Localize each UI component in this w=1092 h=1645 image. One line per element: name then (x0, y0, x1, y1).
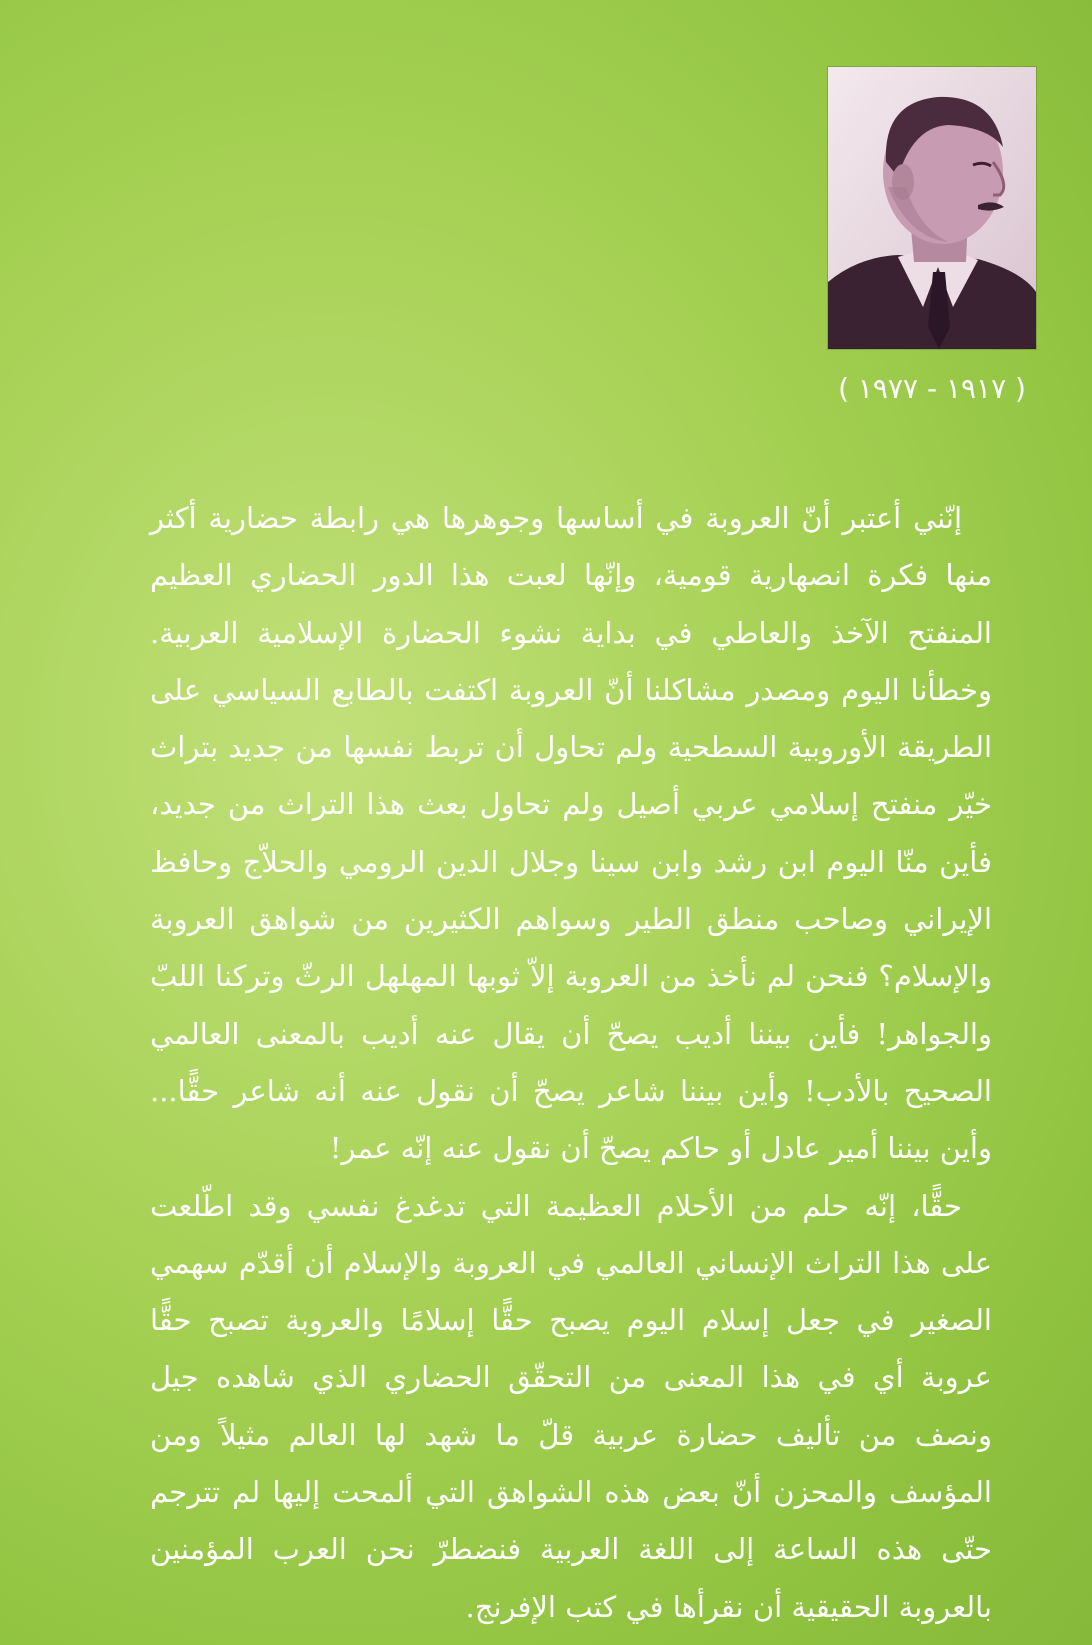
author-lifespan: ( ١٩١٧ - ١٩٧٧ ) (838, 372, 1026, 405)
paragraph-2: حقًّا، إنّه حلم من الأحلام العظيمة التي تدغدغ نفسي وقد اطّلعت على هذا التراث الإنساني العالمي في العروبة والإسلام أن أقدّم سهمي الصغير في جعل إسلام اليوم يصبح حقًّا إسلامًا والعروبة تصبح حقًّا عروبة أي في هذا المعنى من التحقّق الحضاري الذي شاهده جيل ونصف من تأليف حضارة عربية قلّ ما شهد لها العالم مثيلاً ومن المؤسف والمحزن أنّ بعض هذه الشواهق التي ألمحت إليها لم تترجم حتّى هذه الساعة إلى اللغة العربية فنضطرّ نحن العرب المؤمنين بالعروبة الحقيقية أن نقرأها في كتب الإفرنج. (150, 1188, 992, 1624)
author-portrait-image (828, 67, 1036, 349)
paragraph-1: إنّني أعتبر أنّ العروبة في أساسها وجوهرها هي رابطة حضارية أكثر منها فكرة انصهارية قومية، وإنّها لعبت هذا الدور الحضاري العظيم المنفتح الآخذ والعاطي في بداية نشوء الحضارة الإسلامية العربية. وخطأنا اليوم ومصدر مشاكلنا أنّ العروبة اكتفت بالطابع السياسي على الطريقة الأوروبية السطحية ولم تحاول أن تربط نفسها من جديد بتراث خيّر منفتح إسلامي عربي أصيل ولم تحاول بعث هذا التراث من جديد، فأين منّا اليوم ابن رشد وابن سينا وجلال الدين الرومي والحلاّج وحافظ الإيراني وصاحب منطق الطير وسواهم الكثيرين من شواهق العروبة والإسلام؟ فنحن لم نأخذ من العروبة إلاّ ثوبها المهلهل الرثّ وتركنا اللبّ والجواهر! فأين بيننا أديب يصحّ أن يقال عنه أديب بالمعنى العالمي الصحيح بالأدب! وأين بيننا شاعر يصحّ أن نقول عنه أنه شاعر حقًّا... وأين بيننا أمير عادل أو حاكم يصحّ أن نقول عنه إنّه عمر! (150, 501, 992, 1166)
author-portrait (828, 67, 1036, 349)
back-cover-text (150, 490, 992, 1636)
